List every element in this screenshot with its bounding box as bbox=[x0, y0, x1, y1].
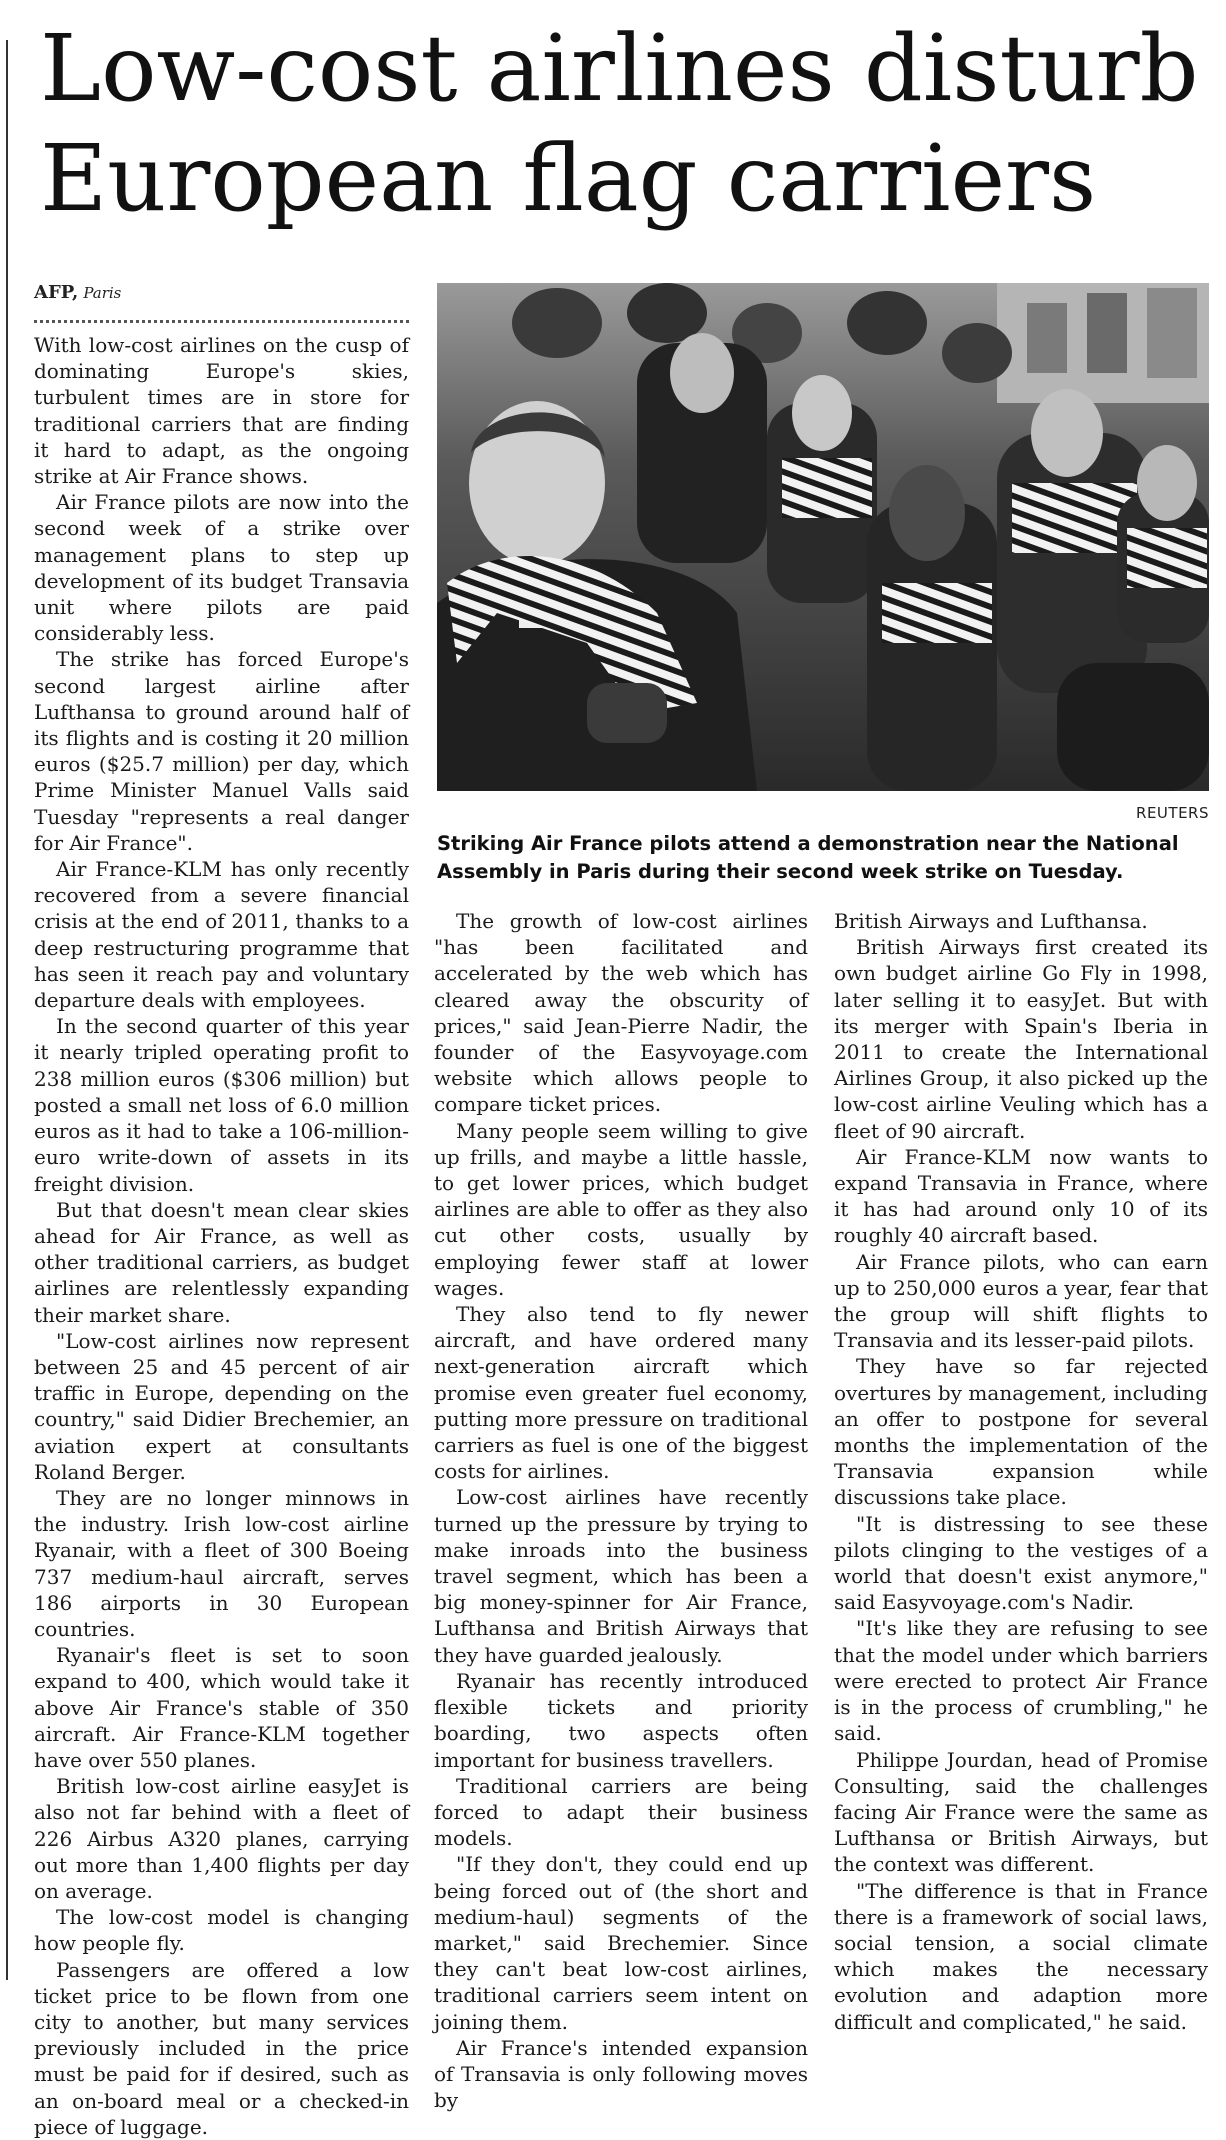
paragraph: Many people seem willing to give up frills, and maybe a little hassle, to get lower prices, which budget airlines are able to offer as they also cut other costs, usually by employing fewer staff at lower wages. bbox=[434, 1118, 808, 1300]
headline bbox=[40, 14, 1220, 234]
news-photo bbox=[437, 283, 1209, 791]
paragraph: Air France-KLM now wants to expand Transavia in France, where it has had around only 10 of its roughly 40 aircraft based. bbox=[834, 1144, 1208, 1248]
paragraph: With low-cost airlines on the cusp of dominating Europe's skies, turbulent times are in store for traditional carriers that are finding it hard to adapt, as the ongoing strike at Air France shows. bbox=[34, 333, 409, 489]
paragraph: Air France's intended expansion of Transavia is only following moves by bbox=[434, 2035, 808, 2113]
byline-agency: AFP, bbox=[34, 282, 79, 303]
article-column-2 bbox=[434, 908, 808, 2113]
paragraph: In the second quarter of this year it nearly tripled operating profit to 238 million euros ($306 million) but posted a small net loss of 6.0 million euros as it had to take a 106-million-euro write-down of assets in its freight division. bbox=[34, 1014, 409, 1196]
headline-line-1: Low-cost airlines disturb bbox=[40, 15, 1199, 122]
paragraph-continued: British Airways and Lufthansa. bbox=[834, 909, 1148, 933]
paragraph: "If they don't, they could end up being forced out of (the short and medium-haul) segments of the market," said Brechemier. Since they can't beat low-cost airlines, traditional carriers seem intent on joining them. bbox=[434, 1852, 808, 2034]
paragraph: Air France-KLM has only recently recovered from a severe financial crisis at the end of 2011, thanks to a deep restructuring programme that has seen it reach pay and voluntary departure deals with employees. bbox=[34, 857, 409, 1013]
article-column-1 bbox=[34, 332, 409, 2140]
paragraph: Ryanair's fleet is set to soon expand to 400, which would take it above Air France's stable of 350 aircraft. Air France-KLM together have over 550 planes. bbox=[34, 1643, 409, 1772]
photo-credit: REUTERS bbox=[1136, 804, 1209, 822]
article-column-3 bbox=[834, 908, 1208, 2035]
paragraph: Air France pilots are now into the second week of a strike over management plans to step up development of its budget Transavia unit where pilots are paid considerably less. bbox=[34, 490, 409, 646]
paragraph: They are no longer minnows in the industry. Irish low-cost airline Ryanair, with a fleet of 300 Boeing 737 medium-haul aircraft, serves 186 airports in 30 European countries. bbox=[34, 1485, 409, 1641]
paragraph: But that doesn't mean clear skies ahead for Air France, as well as other traditional carriers, as budget airlines are relentlessly expanding their market share. bbox=[34, 1197, 409, 1327]
paragraph: The low-cost model is changing how people fly. bbox=[34, 1905, 409, 1956]
paragraph: "The difference is that in France there is a framework of social laws, social tension, a social climate which makes the necessary evolution and adaption more difficult and complicated," he said. bbox=[834, 1878, 1208, 2034]
paragraph: Traditional carriers are being forced to adapt their business models. bbox=[434, 1773, 808, 1851]
byline-place: Paris bbox=[83, 284, 122, 302]
paragraph: Air France pilots, who can earn up to 250,000 euros a year, fear that the group will shift flights to Transavia and its lesser-paid pilots. bbox=[834, 1249, 1208, 1353]
paragraph: The strike has forced Europe's second largest airline after Lufthansa to ground around half of its flights and is costing it 20 million euros ($25.7 million) per day, which Prime Minister Manuel Valls said Tuesday "represents a real danger for Air France". bbox=[34, 647, 409, 855]
left-column-rule bbox=[6, 40, 8, 1980]
paragraph: Ryanair has recently introduced flexible tickets and priority boarding, two aspects often important for business travellers. bbox=[434, 1668, 808, 1772]
paragraph: Philippe Jourdan, head of Promise Consulting, said the challenges facing Air France were the same as Lufthansa or British Airways, but the context was different. bbox=[834, 1747, 1208, 1877]
byline-divider bbox=[34, 320, 409, 323]
paragraph: They have so far rejected overtures by management, including an offer to postpone for several months the implementation of the Transavia expansion while discussions take place. bbox=[834, 1354, 1208, 1510]
paragraph: Low-cost airlines have recently turned up the pressure by trying to make inroads into the business travel segment, which has been a big money-spinner for Air France, Lufthansa and British Airways that they have guarded jealously. bbox=[434, 1485, 808, 1667]
paragraph: "It is distressing to see these pilots clinging to the vestiges of a world that doesn't exist anymore," said Easyvoyage.com's Nadir. bbox=[834, 1511, 1208, 1615]
byline bbox=[34, 282, 409, 303]
paragraph: "It's like they are refusing to see that the model under which barriers were erected to protect Air France is in the process of crumbling," he said. bbox=[834, 1616, 1208, 1746]
paragraph: Passengers are offered a low ticket price to be flown from one city to another, but many services previously included in the price must be paid for if desired, such as an on-board meal or a checked-in piece of luggage. bbox=[34, 1957, 409, 2139]
paragraph: The growth of low-cost airlines "has been facilitated and accelerated by the web which has cleared away the obscurity of prices," said Jean-Pierre Nadir, the founder of the Easyvoyage.com website which allows people to compare ticket prices. bbox=[434, 909, 808, 1117]
paragraph: British low-cost airline easyJet is also not far behind with a fleet of 226 Airbus A320 planes, carrying out more than 1,400 flights per day on average. bbox=[34, 1774, 409, 1903]
photo-caption: Striking Air France pilots attend a demonstration near the National Assembly in Paris during their second week strike on Tuesday. bbox=[437, 832, 1179, 883]
headline-line-2: European flag carriers bbox=[40, 125, 1097, 232]
paragraph: They also tend to fly newer aircraft, and have ordered many next-generation aircraft which promise even greater fuel economy, putting more pressure on traditional carriers as fuel is one of the biggest costs for airlines. bbox=[434, 1302, 808, 1484]
paragraph: "Low-cost airlines now represent between 25 and 45 percent of air traffic in Europe, depending on the country," said Didier Brechemier, an aviation expert at consultants Roland Berger. bbox=[34, 1328, 409, 1484]
protest-photo-illustration bbox=[437, 283, 1209, 791]
paragraph: British Airways first created its own budget airline Go Fly in 1998, later selling it to easyJet. But with its merger with Spain's Iberia in 2011 to create the International Airlines Group, it also picked up the low-cost airline Veuling which has a fleet of 90 aircraft. bbox=[834, 935, 1208, 1143]
